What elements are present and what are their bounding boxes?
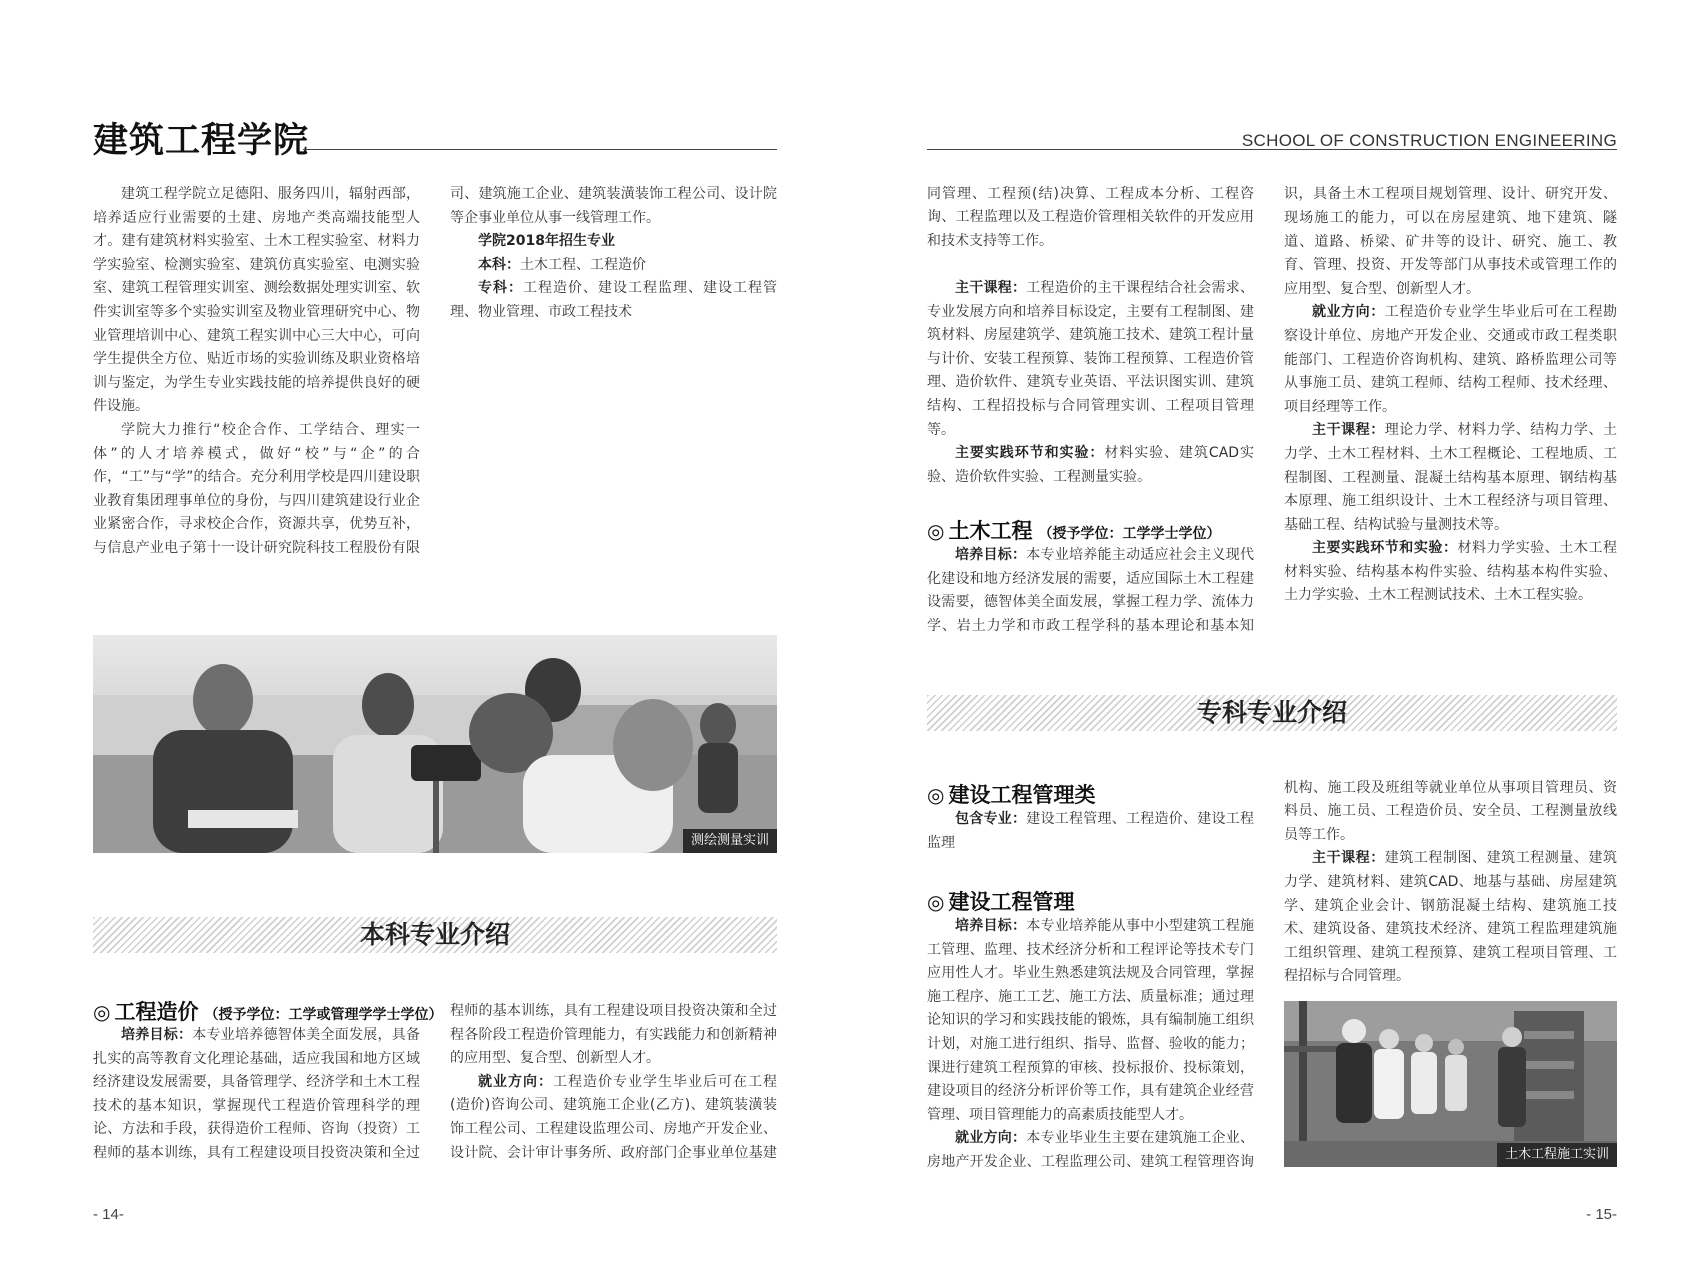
major-cost-engineering-heading: [93, 996, 442, 1026]
major2-course-text: 理论力学、材料力学、结构力学、土力学、土木工程材料、土木工程概论、工程地质、工程制图、工程测量、混凝土结构基本原理、钢结构基本原理、施工组织设计、土木工程经济与项目管理、基础工程、结构试验与量测技术等。: [1284, 422, 1617, 533]
major2-practice-text: 材料力学实验、土木工程材料实验、结构基本构件实验、结构基本构件实验、土力学实验、土木工程测试技术、土木工程实验。: [1284, 540, 1617, 604]
major1-job-tail: [927, 183, 1254, 277]
enroll-college: [450, 277, 777, 324]
major3-goal: [927, 915, 1254, 1127]
major2-name: 土木工程: [948, 519, 1033, 543]
group-includes: [927, 808, 1254, 855]
job-label: 就业方向：: [478, 1073, 553, 1090]
major2-job: [1284, 301, 1617, 419]
surveying-photo-illustration: [93, 635, 777, 853]
job-text-tail: 同管理、工程预(结)决算、工程成本分析、工程咨询、工程监理以及工程造价管理相关软件的开发应用和技术支持等工作。: [927, 185, 1254, 249]
intro-paragraph-1: 建筑工程学院立足德阳、服务四川，辐射西部，培养适应行业需要的土建、房地产类高端技能型人才。建有建筑材料实验室、土木工程实验室、材料力学实验室、检测实验室、建筑仿真实验室、电测实验室、建筑工程管理实训室、测绘数据处理实训室、软件实训室等多个实验实训室及物业管理研究中心、物业管理培训中心、建筑工程实训中心三大中心，可向学生提供全方位、贴近市场的实验训练及职业资格培训与鉴定，为学生专业实践技能的培养提供良好的硬件设施。: [93, 186, 420, 415]
college-majors-banner: [927, 695, 1617, 731]
photo-caption-construction: 土木工程施工实训: [1497, 1143, 1617, 1167]
major2-goal-label: 培养目标：: [955, 547, 1027, 563]
major2-job-label: 就业方向：: [1312, 304, 1385, 321]
major3-courses: [1284, 847, 1617, 989]
goal-label: 培养目标：: [121, 1027, 193, 1043]
bullet-icon: ◎: [927, 519, 945, 543]
page-number-right: - 15-: [1586, 1206, 1617, 1223]
major3-job-label: 就业方向：: [955, 1130, 1027, 1147]
intro-column-1: [93, 183, 420, 555]
bullet-icon: ◎: [927, 890, 945, 914]
enroll-title: 学院2018年招生专业: [478, 233, 615, 250]
group-name: 建设工程管理类: [948, 783, 1096, 807]
major2-practice: [1284, 537, 1617, 608]
major2-goal: [927, 544, 1254, 640]
major2-course-label: 主干课程：: [1312, 422, 1385, 439]
major3-column-2: [1284, 776, 1617, 990]
undergrad-text: 土木工程、工程造价: [520, 256, 646, 273]
include-label: 包含专业：: [955, 811, 1027, 827]
photo-caption-surveying: 测绘测量实训: [683, 829, 777, 853]
major-degree: （授予学位：工学或管理学学士学位）: [204, 1007, 443, 1023]
goal-text-cont: 程师的基本训练，具有工程建设项目投资决策和全过程各阶段工程造价管理能力，有实践能力和创新精神的应用型、复合型、创新型人才。: [450, 1002, 777, 1067]
major1-practice: [927, 442, 1254, 489]
major1-goal: [93, 1024, 420, 1167]
group-includes-text: [927, 808, 1254, 855]
major1-goal-cont: [450, 1000, 777, 1071]
practice-label: 主要实践环节和实验：: [955, 445, 1105, 462]
major2-goal-cont: [1284, 183, 1617, 301]
major3-job: [927, 1127, 1254, 1175]
major2-job-text: 工程造价专业学生毕业后可在工程勘察设计单位、房地产开发企业、交通或市政工程类职能部门、工程造价咨询机构、建筑、路桥监理公司等从事施工员、建筑工程师、结构工程师、技术经理、项目经理等工作。: [1284, 304, 1617, 415]
major1-column-2: [450, 1000, 777, 1167]
surveying-training-photo: [93, 635, 777, 853]
major-construction-management-heading: [927, 886, 1074, 916]
construction-training-photo: [1284, 1001, 1617, 1167]
practice-text: 材料实验、建筑CAD实验、造价软件实验、工程测量实验。: [927, 445, 1254, 485]
undergrad-banner-text: 本科专业介绍: [359, 920, 510, 949]
right-column-b: [1284, 183, 1617, 633]
course-text: 工程造价的主干课程结合社会需求、专业发展方向和培养目标设定，主要有工程制图、建筑材料、房屋建筑学、建筑施工技术、建筑工程计量与计价、安装工程预算、装饰工程预算、工程造价管理、造价软件、建筑专业英语、平法识图实训、建筑结构、工程招投标与合同管理实训、工程项目管理等。: [927, 280, 1254, 438]
college-label: 专科：: [478, 280, 523, 297]
undergrad-majors-banner: [93, 917, 777, 953]
major3-job-text-cont: 机构、施工段及班组等就业单位从事项目管理员、资料员、施工员、工程造价员、安全员、工程测量放线员等工作。: [1284, 779, 1617, 843]
major2-column-1: [927, 544, 1254, 640]
major2-goal-text-cont: 识，具备土木工程项目规划管理、设计、研究开发、现场施工的能力，可以在房屋建筑、地下建筑、隧道、道路、桥梁、矿井等的设计、研究、施工、教育、管理、投资、开发等部门从事技术或管理工作的应用型、复合型、创新型人才。: [1284, 186, 1617, 297]
page-title: 建筑工程学院: [93, 121, 310, 161]
major3-course-text: 建筑工程制图、建筑工程测量、建筑力学、建筑材料、建筑CAD、地基与基础、房屋建筑学、建筑企业会计、钢筋混凝土结构、建筑施工技术、建筑设备、建筑技术经济、建筑工程监理建筑施工组织管理、建筑工程预算、建筑工程项目管理、工程招标与合同管理。: [1284, 850, 1617, 985]
major3-course-label: 主干课程：: [1312, 850, 1385, 867]
major3-job-text: 本专业毕业生主要在建筑施工企业、房地产开发企业、工程监理公司、建筑工程管理咨询: [927, 1130, 1254, 1170]
major2-degree: （授予学位：工学学士学位）: [1038, 526, 1221, 542]
page-number-left: - 14-: [93, 1206, 124, 1223]
intro-column-2: [450, 183, 777, 555]
intro-paragraph-2: 学院大力推行“校企合作、工学结合、理实一体”的人才培养模式，做好“校”与“企”的合作，“工”与“学”的结合。充分利用学校是四川建设职业教育集团理事单位的身份，与四川建筑建设行业企业紧密合作，寻求校企合作，资源共享，优势互补，与信息产业电子第十一设计研究院科技工程股份有限: [93, 421, 420, 555]
title-rule-left: [303, 149, 777, 150]
bullet-icon: ◎: [927, 783, 945, 807]
undergrad-label: 本科：: [478, 256, 520, 273]
major2-goal-text: 本专业培养能主动适应社会主义现代化建设和地方经济发展的需要，适应国际土木工程建设需要，德智体美全面发展，掌握工程力学、流体力学、岩土力学和市政工程学科的基本理论和基本知: [927, 547, 1254, 634]
major-name: 工程造价: [114, 1000, 199, 1024]
major3-goal-label: 培养目标：: [955, 918, 1027, 934]
english-school-title: SCHOOL OF CONSTRUCTION ENGINEERING: [1241, 131, 1617, 150]
major1-courses: [927, 277, 1254, 442]
major2-practice-label: 主要实践环节和实验：: [1312, 540, 1458, 557]
major1-column-1: [93, 1024, 420, 1167]
college-text: 工程造价、建设工程监理、建设工程管理、物业管理、市政工程技术: [450, 280, 777, 320]
include-text: 建设工程管理、工程造价、建设工程监理: [927, 811, 1254, 851]
intro-paragraph-3: 司、建筑施工企业、建筑装潢装饰工程公司、设计院等企事业单位从事一线管理工作。: [450, 185, 777, 226]
major-civil-engineering-heading: [927, 515, 1220, 545]
major3-name: 建设工程管理: [948, 890, 1075, 914]
goal-text: 本专业培养德智体美全面发展，具备扎实的高等教育文化理论基础，适应我国和地方区域经济建设发展需要，具备管理学、经济学和土木工程技术的基本知识，掌握现代工程造价管理科学的理论、方法和手段，获得造价工程师、咨询（投资）工程师的基本训练，具有工程建设项目投资决策和全过: [93, 1027, 420, 1161]
bullet-icon: ◎: [93, 1000, 111, 1024]
major1-job: [450, 1071, 777, 1167]
job-text: 工程造价专业学生毕业后可在工程(造价)咨询公司、建筑施工企业(乙方)、建筑装潢装饰工程公司、工程建设监理公司、房地产开发企业、设计院、会计审计事务所、政府部门企事业单位基建: [450, 1073, 777, 1161]
major3-goal-text: 本专业培养能从事中小型建筑工程施工管理、监理、技术经济分析和工程评论等技术专门应用性人才。毕业生熟悉建筑法规及合同管理，掌握施工程序、施工工艺、施工方法、质量标准；通过理论知识的学习和实践技能的锻炼，具有编制施工组织计划，对施工进行组织、指导、监督、验收的能力；课进行建筑工程预算的审核、投标报价、投标策划，建设项目的经济分析评价等工作，具有建筑企业经营管理、项目管理能力的高素质技能型人才。: [927, 918, 1254, 1123]
major3-column-1: [927, 915, 1254, 1175]
major2-courses: [1284, 419, 1617, 537]
group-construction-management-heading: [927, 779, 1095, 809]
major3-job-cont: [1284, 776, 1617, 847]
course-label: 主干课程：: [955, 280, 1027, 296]
right-column-a: [927, 183, 1254, 491]
college-banner-text: 专科专业介绍: [1196, 698, 1347, 727]
enroll-undergrad: [450, 254, 777, 278]
